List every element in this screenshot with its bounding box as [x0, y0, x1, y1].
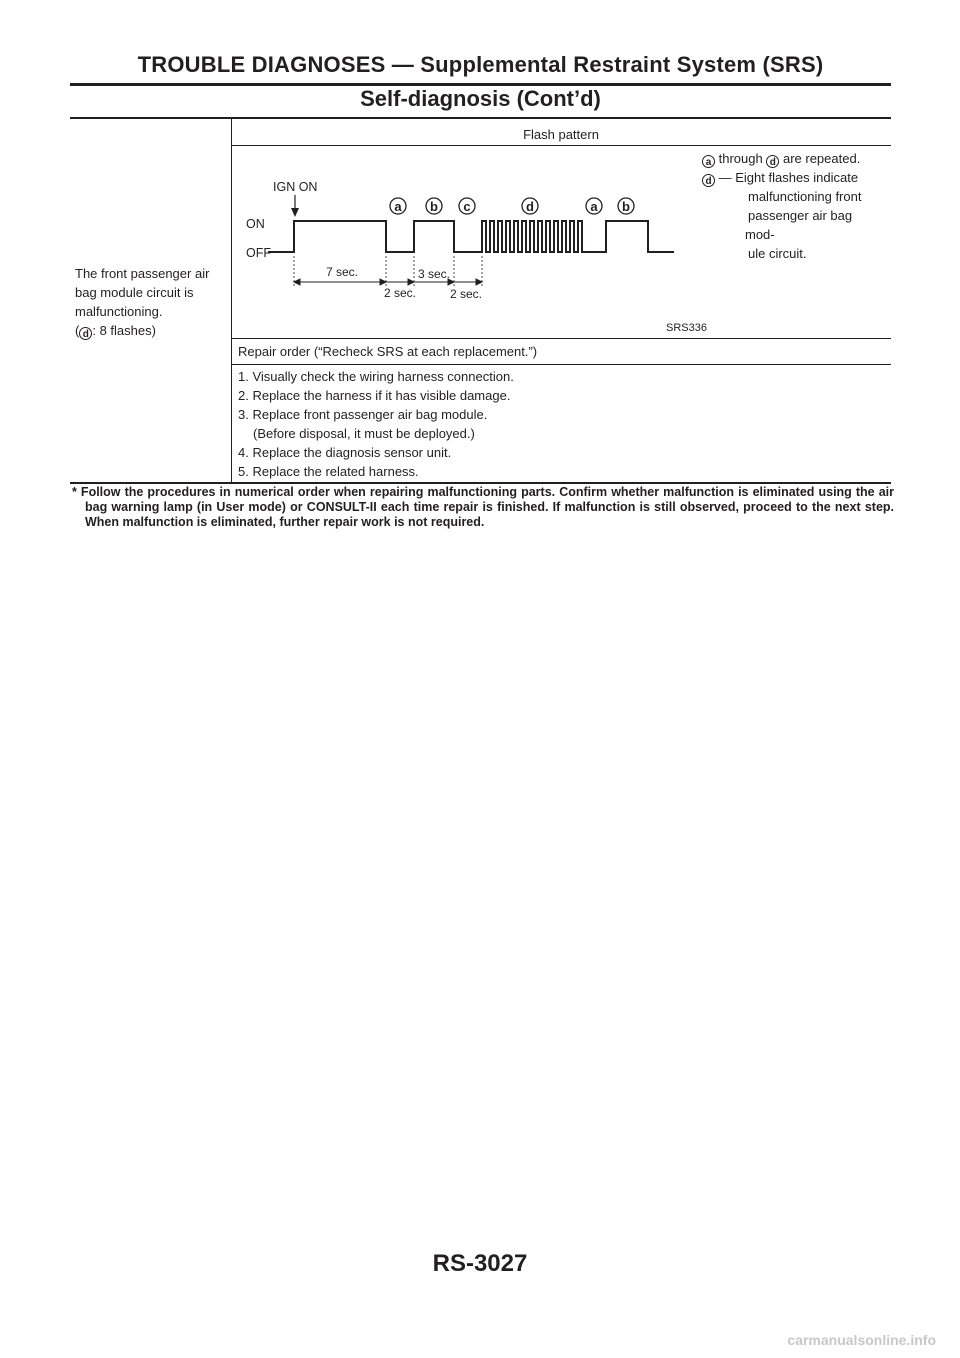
marker-d-icon: [522, 198, 538, 214]
marker-a-icon: [586, 198, 602, 214]
svg-text:b: b: [430, 199, 438, 214]
marker-b-icon: [618, 198, 634, 214]
timing-guides: [294, 256, 482, 288]
condition-count-text: : 8 flashes): [92, 323, 156, 338]
svg-text:a: a: [394, 199, 402, 214]
svg-text:b: b: [622, 199, 630, 214]
on-label: ON: [246, 217, 265, 231]
marker-b-icon: [426, 198, 442, 214]
marker-a-icon: [390, 198, 406, 214]
flash-note-line: ule circuit.: [748, 246, 807, 261]
timing-2sec: 2 sec.: [384, 286, 417, 300]
marker-d-icon: d: [766, 155, 779, 168]
flash-note-line: malfunctioning front: [748, 189, 862, 204]
marker-d-icon: d: [702, 174, 715, 187]
repair-step: 1. Visually check the wiring harness connection.: [238, 369, 514, 384]
repair-step: 5. Replace the related harness.: [238, 464, 419, 479]
table-row-divider: [231, 364, 891, 365]
repair-step: 4. Replace the diagnosis sensor unit.: [238, 445, 452, 460]
page-header-title: TROUBLE DIAGNOSES — Supplemental Restraint System (SRS): [137, 52, 824, 77]
repair-steps: [238, 367, 888, 481]
watermark: carmanualsonline.info: [787, 1332, 936, 1348]
ign-on-arrowhead: [291, 208, 299, 217]
repair-step: 2. Replace the harness if it has visible damage.: [238, 388, 511, 403]
footnote: [72, 485, 894, 530]
condition-line: The front passenger air: [75, 266, 210, 281]
svg-text:c: c: [463, 199, 471, 214]
page-number: RS-3027: [432, 1250, 528, 1277]
flash-pattern-diagram: [238, 170, 708, 335]
condition-cell: [75, 264, 225, 340]
figure-code: SRS336: [666, 322, 707, 334]
table-row-divider: [231, 338, 891, 339]
timing-7sec: 7 sec.: [326, 265, 359, 279]
table-top-rule: [70, 117, 891, 119]
repair-step: (Before disposal, it must be deployed.): [253, 426, 475, 441]
table-row-divider: [231, 145, 891, 146]
off-label: OFF: [246, 246, 271, 260]
repair-step: 3. Replace front passenger air bag module.: [238, 407, 488, 422]
flash-waveform: [268, 221, 674, 252]
flash-note: [702, 149, 892, 263]
condition-line: bag module circuit is: [75, 285, 194, 300]
svg-text:d: d: [526, 199, 534, 214]
repair-order-header: Repair order (“Recheck SRS at each replacement.”): [238, 344, 538, 359]
flash-note-line: mod-: [745, 227, 775, 242]
timing-3sec: 3 sec.: [418, 267, 451, 281]
timing-2sec: 2 sec.: [450, 287, 483, 301]
marker-a-icon: a: [702, 155, 715, 168]
flash-note-line: d — Eight flashes indicate: [702, 168, 892, 187]
footnote-text: * Follow the procedures in numerical order when repairing malfunctioning parts. Confirm whether malfunction is eliminated using the air bag warning lamp (in User mode) or CONSULT-II each time repair is finished. If malfunction is still observed, proceed to the next step. When malfunction is eliminated, further repair work is not required.: [72, 485, 894, 529]
flash-note-line: passenger air bag: [748, 208, 853, 223]
flash-note-line: a through d are repeated.: [702, 149, 892, 168]
flash-pattern-header: Flash pattern: [523, 127, 599, 142]
page-header-subtitle: Self-diagnosis (Cont’d): [360, 86, 601, 111]
condition-line: malfunctioning.: [75, 304, 163, 319]
ign-on-label: IGN ON: [273, 180, 318, 194]
marker-d-icon: d: [79, 327, 92, 340]
table-bottom-rule: [70, 482, 891, 484]
table-column-divider: [231, 119, 232, 483]
condition-count: ( d : 8 flashes): [75, 323, 156, 340]
marker-c-icon: [459, 198, 475, 214]
svg-text:a: a: [590, 199, 598, 214]
